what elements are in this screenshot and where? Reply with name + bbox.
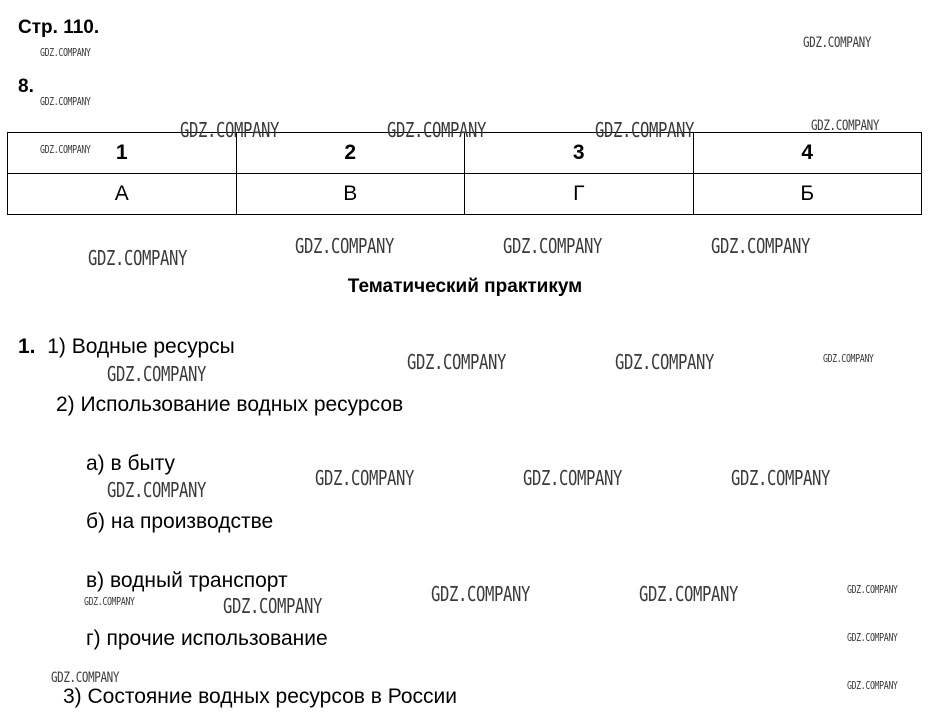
task1-sub-v: в) водный транспорт: [86, 569, 288, 592]
task-number-8: 8.: [18, 76, 34, 97]
watermark: GDZ.COMPANY: [315, 466, 415, 490]
watermark: GDZ.COMPANY: [811, 118, 880, 134]
watermark: GDZ.COMPANY: [711, 234, 811, 258]
watermark: GDZ.COMPANY: [803, 35, 872, 51]
section-title: Тематический практикум: [347, 276, 583, 297]
watermark: GDZ.COMPANY: [847, 583, 898, 596]
watermark: GDZ.COMPANY: [615, 350, 715, 374]
task1-item-3: 3) Состояние водных ресурсов в России: [63, 685, 457, 708]
watermark: GDZ.COMPANY: [523, 466, 623, 490]
answer-table-header-cell: 2: [236, 133, 465, 174]
watermark: GDZ.COMPANY: [295, 234, 395, 258]
watermark: GDZ.COMPANY: [84, 595, 135, 608]
watermark: GDZ.COMPANY: [40, 95, 91, 108]
task-number-1: 1.: [18, 335, 36, 358]
watermark: GDZ.COMPANY: [51, 670, 120, 686]
watermark: GDZ.COMPANY: [40, 143, 91, 156]
watermark: GDZ.COMPANY: [595, 118, 695, 142]
task1-sub-a: а) в быту: [86, 452, 175, 475]
watermark: GDZ.COMPANY: [180, 118, 280, 142]
watermark: GDZ.COMPANY: [107, 362, 207, 386]
task1-sub-b: б) на производстве: [86, 510, 274, 533]
watermark: GDZ.COMPANY: [731, 466, 831, 490]
watermark: GDZ.COMPANY: [639, 582, 739, 606]
answer-table-answer-cell: Г: [465, 174, 694, 215]
task1-item-2: 2) Использование водных ресурсов: [56, 393, 404, 416]
watermark: GDZ.COMPANY: [847, 679, 898, 692]
watermark: GDZ.COMPANY: [223, 594, 323, 618]
page-header: Стр. 110.: [18, 17, 100, 38]
answer-table-answer-row: [8, 174, 922, 215]
watermark: GDZ.COMPANY: [40, 46, 91, 59]
answer-table-answer-cell: Б: [693, 174, 922, 215]
watermark: GDZ.COMPANY: [107, 478, 207, 502]
watermark: GDZ.COMPANY: [847, 631, 898, 644]
watermark: GDZ.COMPANY: [387, 118, 487, 142]
watermark: GDZ.COMPANY: [407, 350, 507, 374]
task1-sub-g: г) прочие использование: [86, 627, 328, 650]
watermark: GDZ.COMPANY: [503, 234, 603, 258]
answer-table: [7, 132, 922, 215]
answer-table-header-cell: 4: [693, 133, 922, 174]
task1-item-1-text: 1) Водные ресурсы: [47, 335, 235, 358]
answer-table-answer-cell: В: [236, 174, 465, 215]
answer-table-header-cell: 1: [8, 133, 237, 174]
answer-table-header-cell: 3: [465, 133, 694, 174]
answer-table-answer-cell: А: [8, 174, 237, 215]
watermark: GDZ.COMPANY: [431, 582, 531, 606]
watermark: GDZ.COMPANY: [823, 352, 874, 365]
task1-item-1: [18, 335, 235, 359]
watermark: GDZ.COMPANY: [88, 246, 188, 270]
